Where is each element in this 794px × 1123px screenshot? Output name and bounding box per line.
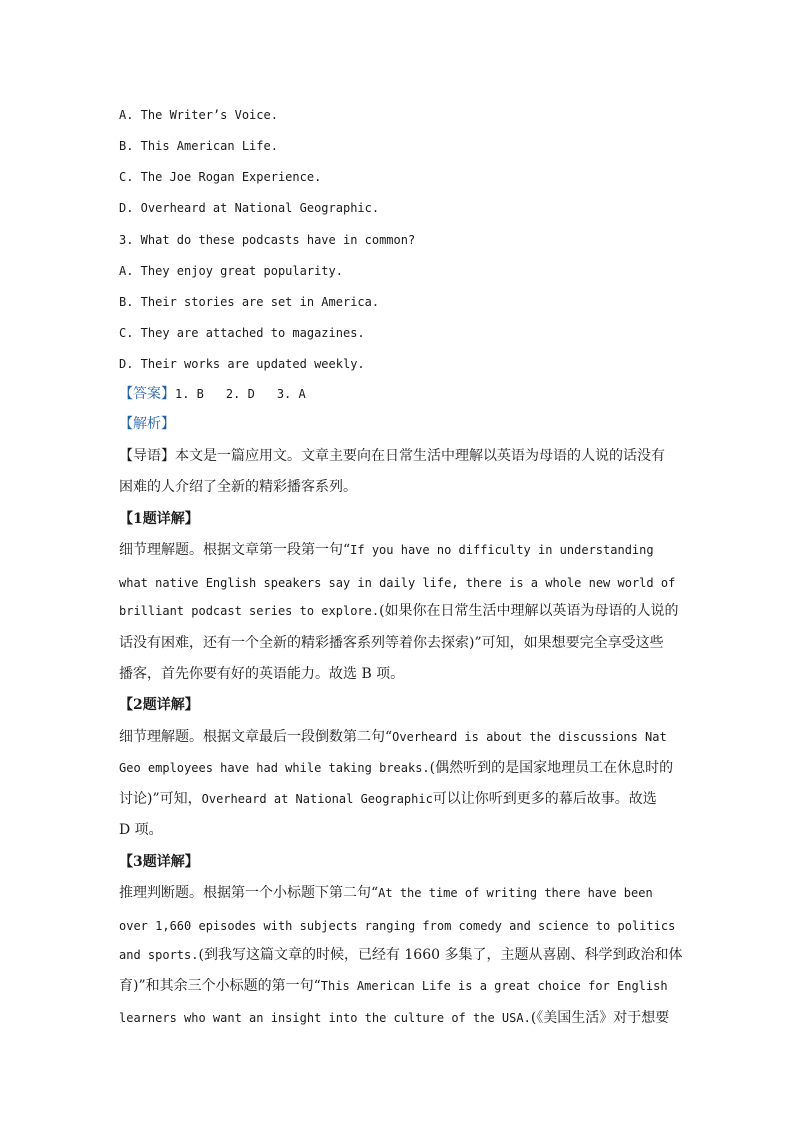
detail-3-text-en-3: and sports. [119, 948, 199, 962]
guide-tag: 【导语】 [119, 448, 175, 464]
q3-option-b: B. Their stories are set in America. [119, 295, 380, 309]
detail-2-text-cn-3b: 可以让你听到更多的幕后故事。故选 [432, 791, 657, 807]
guide-text-1: 本文是一篇应用文。文章主要向在日常生活中理解以英语为母语的人说的话没有 [175, 448, 665, 464]
detail-3-line-4 [119, 977, 668, 996]
answer-3: 3. A [276, 387, 306, 401]
detail-3-text-cn-5: (《美国生活》对于想要 [530, 1010, 670, 1026]
detail-3-text-cn-4: 育)”和其余三个小标题的第一句“ [119, 978, 321, 994]
q2-option-b: B. This American Life. [119, 139, 278, 153]
detail-2-text-cn-3a: 讨论)”可知， [119, 791, 202, 807]
answer-1: 1. B [175, 387, 204, 401]
detail-3-line-5 [119, 1009, 669, 1028]
detail-1-text-cn-3: (如果你在日常生活中理解以英语为母语的人说的 [379, 603, 679, 619]
answer-2: 2. D [225, 387, 255, 401]
detail-3-line-1 [119, 884, 653, 903]
detail-1-line-3 [119, 602, 679, 621]
answer-line [119, 385, 306, 404]
detail-3-line-2: over 1,660 episodes with subjects ranging from comedy and science to politics [119, 919, 676, 933]
q3-stem: 3. What do these podcasts have in common? [119, 233, 416, 247]
detail-1-heading: 【1题详解】 [119, 511, 199, 527]
detail-2-line-2 [119, 759, 673, 778]
q2-option-d: D. Overheard at National Geographic. [119, 201, 380, 215]
q2-option-c: C. The Joe Rogan Experience. [119, 170, 322, 184]
answer-tag: 【答案】 [119, 386, 175, 402]
detail-1-line-2: what native English speakers say in daily life, there is a whole new world of [119, 576, 676, 590]
detail-3-text-en-4: This American Life is a great choice for English [320, 979, 668, 993]
detail-3-text-en-5: learners who want an insight into the culture of the USA. [119, 1011, 531, 1025]
q2-option-a: A. The Writer’s Voice. [119, 108, 278, 122]
guide-line-2: 困难的人介绍了全新的精彩播客系列。 [119, 479, 357, 495]
detail-2-text-cn-2: (偶然听到的是国家地理员工在休息时的 [429, 760, 674, 776]
detail-3-line-3 [119, 946, 682, 965]
guide-line-1 [119, 447, 665, 465]
detail-2-line-1 [119, 728, 667, 747]
detail-2-text-en-2: Geo employees have had while taking breaks. [119, 761, 430, 775]
detail-3-text-cn-3: (到我写这篇文章的时候，已经有 1660 多集了，主题从喜剧、科学到政治和体 [198, 947, 683, 963]
detail-1-text-cn: 细节理解题。根据文章第一段第一句“ [119, 542, 351, 558]
q3-option-d: D. Their works are updated weekly. [119, 357, 365, 371]
detail-1-line-4: 话没有困难，还有一个全新的精彩播客系列等着你去探索)”可知，如果想要完全享受这些 [119, 635, 664, 651]
detail-3-text-en: At the time of writing there have been [378, 886, 653, 900]
detail-1-text-en-3: brilliant podcast series to explore. [119, 604, 380, 618]
detail-1-line-5: 播客，首先你要有好的英语能力。故选 B 项。 [119, 666, 405, 682]
detail-2-line-3 [119, 790, 657, 809]
detail-2-text-cn: 细节理解题。根据文章最后一段倒数第二句“ [119, 729, 393, 745]
detail-2-text-en-3: Overheard at National Geographic [201, 792, 433, 806]
q3-option-a: A. They enjoy great popularity. [119, 264, 343, 278]
detail-3-text-cn: 推理判断题。根据第一个小标题下第二句“ [119, 885, 379, 901]
q3-option-c: C. They are attached to magazines. [119, 326, 365, 340]
detail-1-text-en: If you have no difficulty in understanding [350, 543, 654, 557]
detail-3-heading: 【3题详解】 [119, 854, 199, 870]
detail-2-heading: 【2题详解】 [119, 697, 199, 713]
analysis-tag: 【解析】 [119, 416, 175, 432]
detail-2-text-en: Overheard is about the discussions Nat [392, 730, 667, 744]
detail-2-line-4: D 项。 [119, 822, 163, 838]
detail-1-line-1 [119, 541, 654, 560]
